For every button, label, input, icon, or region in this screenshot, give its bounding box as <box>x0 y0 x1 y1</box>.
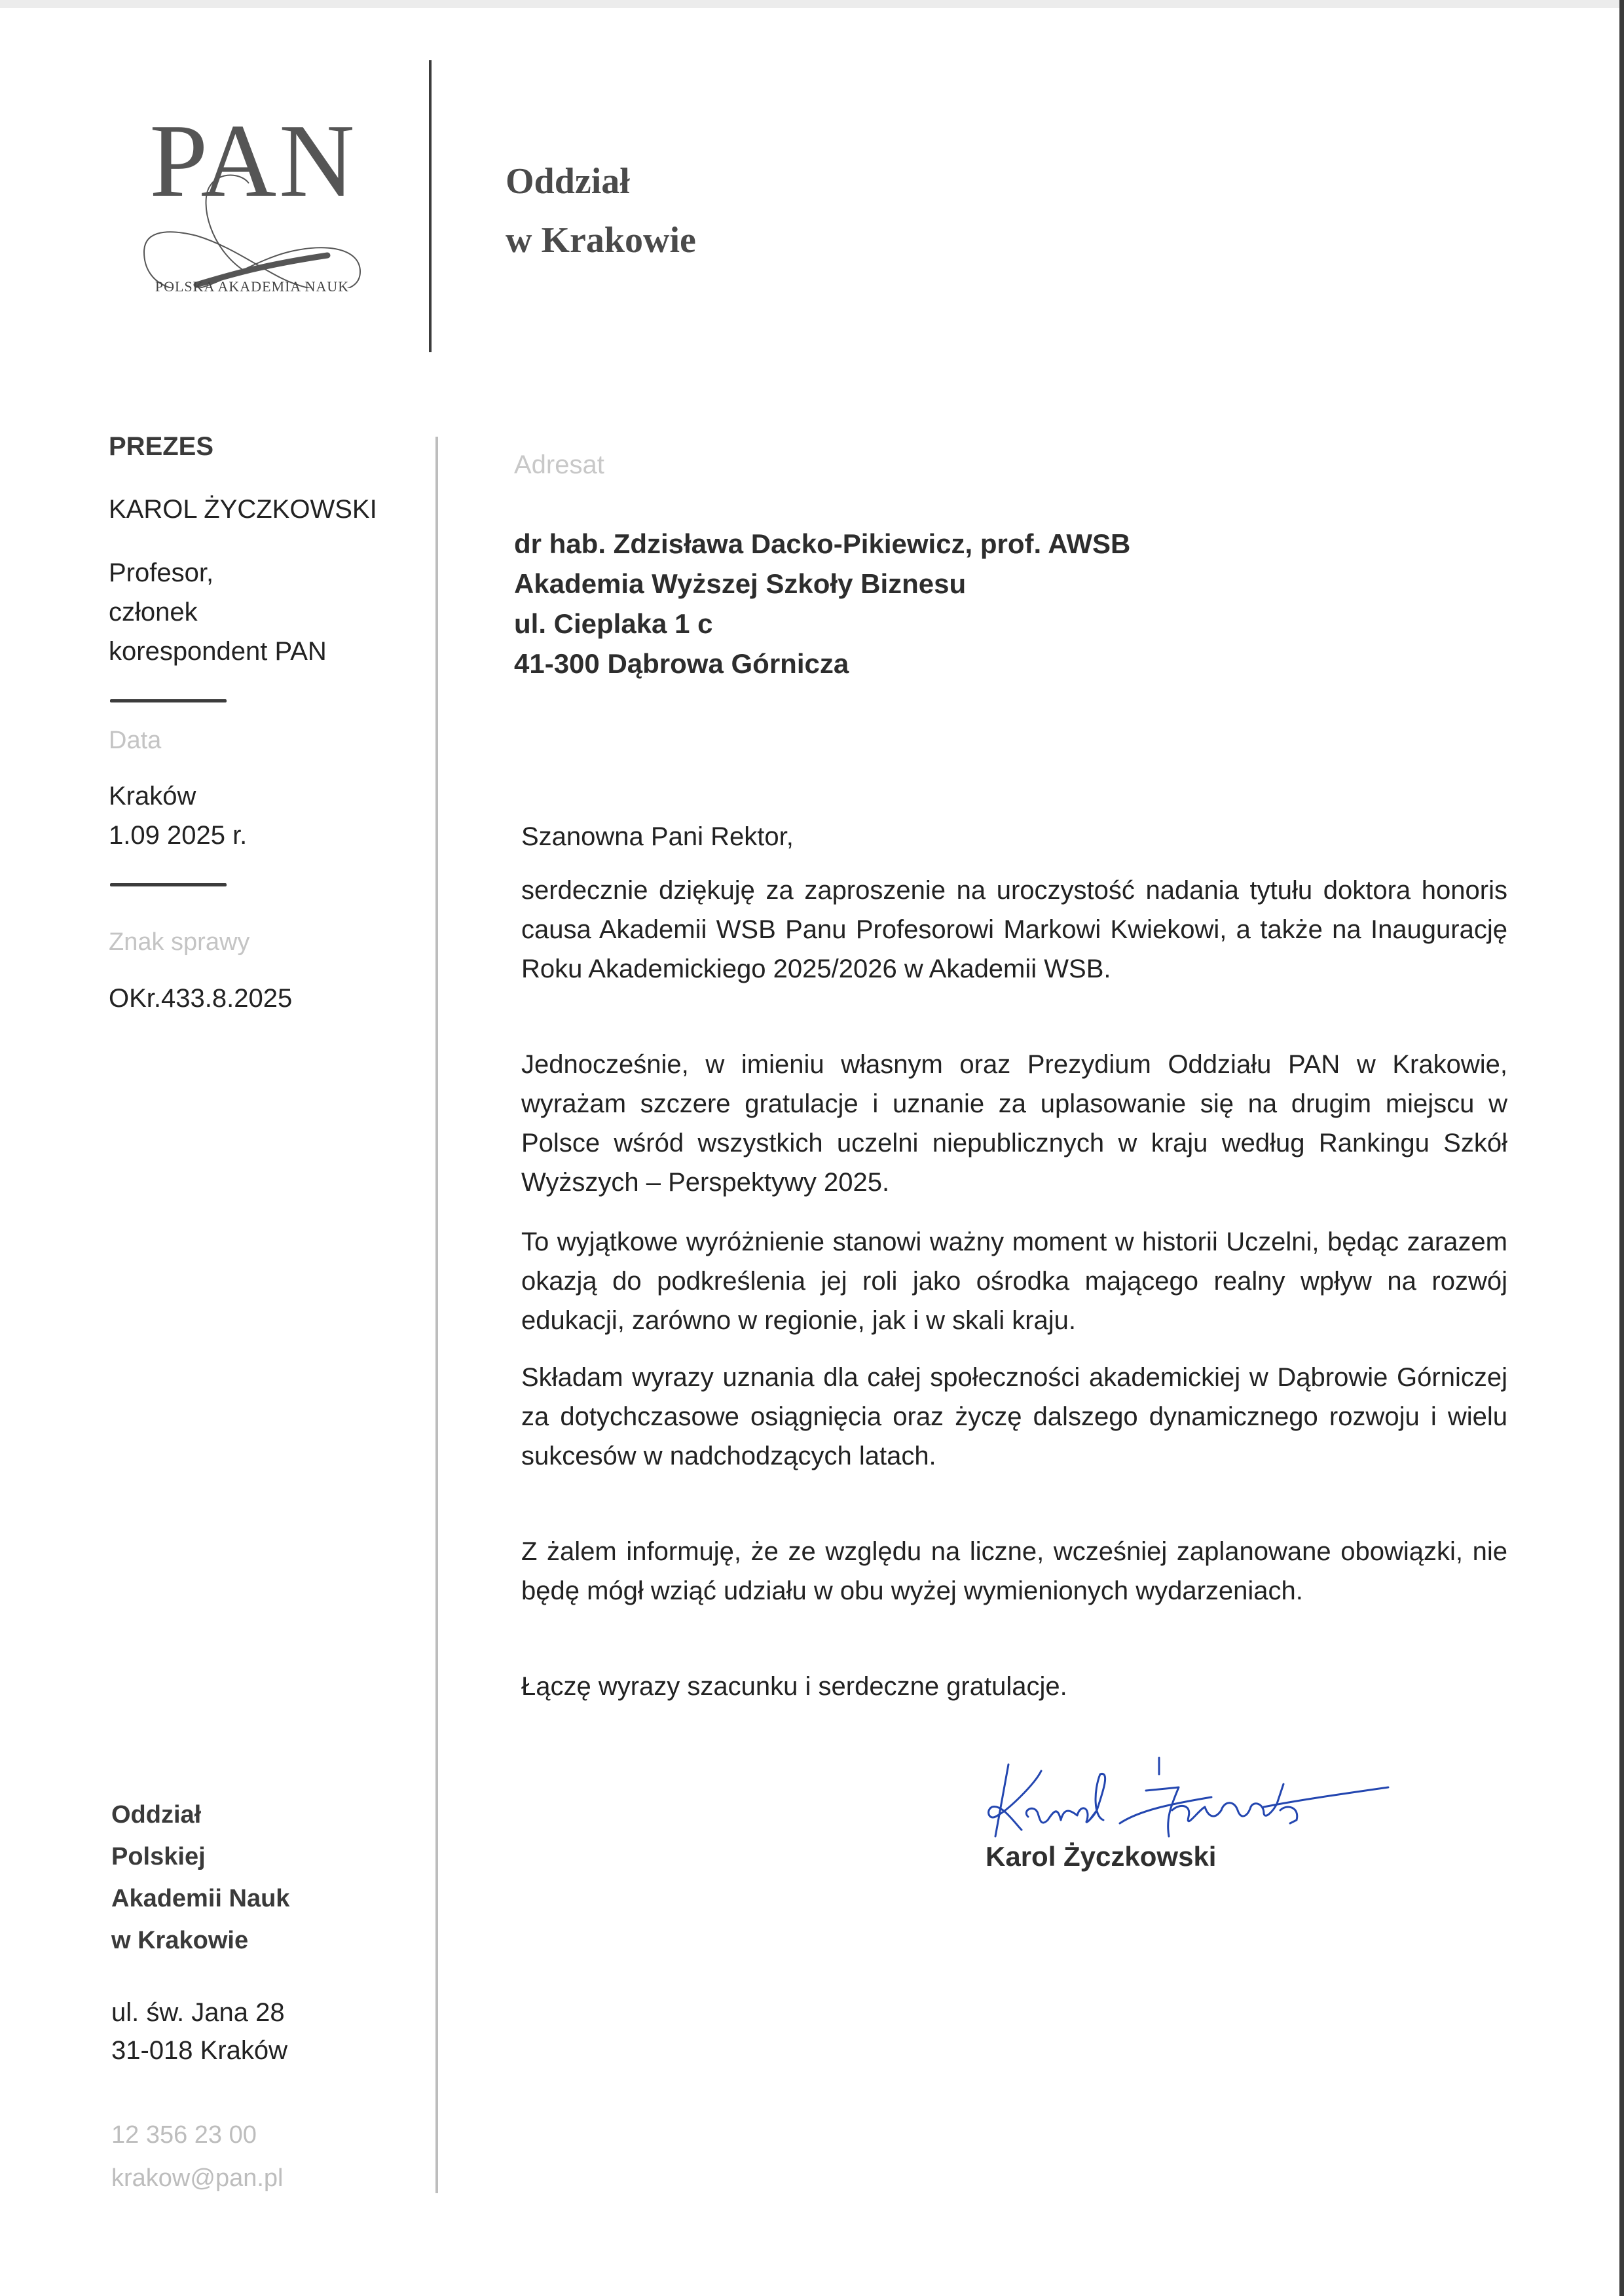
footer-address-line: 31-018 Kraków <box>111 2036 288 2065</box>
footer-org-line: Polskiej <box>111 1843 206 1870</box>
paragraph <box>521 871 1507 989</box>
paragraph-text: Z żalem informuję, że ze względu na liczne, wcześniej zaplanowane obowiązki, nie będę mógł wziąć udziału w obu wyżej wymienionych wydarzeniach. <box>521 1537 1507 1605</box>
pan-logo <box>131 102 373 301</box>
signer-name: Karol Życzkowski <box>986 1841 1217 1872</box>
scan-artifact-strip <box>0 0 1624 8</box>
president-name: KAROL ŻYCZKOWSKI <box>109 495 377 524</box>
footer-address <box>111 1994 287 2069</box>
branch-title <box>506 152 696 270</box>
addressee-block <box>514 524 1130 683</box>
paragraph <box>521 1667 1507 1706</box>
date-label: Data <box>109 727 162 754</box>
scan-page-edge <box>1619 0 1624 2296</box>
sidebar-divider <box>110 883 227 886</box>
addressee-line: 41-300 Dąbrowa Górnicza <box>514 648 849 679</box>
sidebar-divider <box>110 699 227 702</box>
footer-org-line: w Krakowie <box>111 1927 249 1954</box>
salutation <box>521 817 1507 856</box>
column-divider <box>435 437 438 2193</box>
logo-mark: PAN <box>149 102 358 219</box>
paragraph-text: Łączę wyrazy szacunku i serdeczne gratulacje. <box>521 1672 1067 1701</box>
branch-title-line1: Oddział <box>506 161 630 202</box>
case-label: Znak sprawy <box>109 928 250 956</box>
header-divider <box>429 60 432 352</box>
paragraph <box>521 1045 1507 1202</box>
title-line: Profesor, <box>109 558 214 587</box>
paragraph-text: Jednocześnie, w imieniu własnym oraz Prezydium Oddziału PAN w Krakowie, wyrażam szczere gratulacje i uznanie za uplasowanie się na drugim miejscu w Polsce wśród wszystkich uczelni niepublicznych w kraju według Rankingu Szkół Wyższych – Perspektywy 2025. <box>521 1050 1507 1197</box>
paragraph <box>521 1358 1507 1476</box>
title-line: korespondent PAN <box>109 637 327 666</box>
paragraph <box>521 1532 1507 1611</box>
paragraph <box>521 1222 1507 1340</box>
addressee-line: ul. Cieplaka 1 c <box>514 608 713 639</box>
footer-address-line: ul. św. Jana 28 <box>111 1998 285 2027</box>
footer-phone: 12 356 23 00 <box>111 2121 257 2149</box>
addressee-line: Akademia Wyższej Szkoły Biznesu <box>514 568 967 599</box>
paragraph-text: Składam wyrazy uznania dla całej społeczności akademickiej w Dąbrowie Górniczej za dotychczasowe osiągnięcia oraz życzę dalszego dynamicznego rozwoju i wielu sukcesów w nadchodzących latach. <box>521 1363 1507 1470</box>
date-place: Kraków <box>109 782 196 811</box>
paragraph-text: serdecznie dziękuję za zaproszenie na uroczystość nadania tytułu doktora honoris causa Akademii WSB Panu Profesorowi Markowi Kwiekowi, a także na Inaugurację Roku Akademickiego 2025/2026 w Akademii WSB. <box>521 876 1507 983</box>
date-value: 1.09 2025 r. <box>109 821 248 850</box>
role-label: PREZES <box>109 432 214 461</box>
addressee-label: Adresat <box>514 450 604 479</box>
salutation-text: Szanowna Pani Rektor, <box>521 822 794 851</box>
footer-email[interactable]: krakow@pan.pl <box>111 2164 284 2192</box>
infinity-swirl-icon <box>131 157 373 288</box>
logo-subtitle: POLSKA AKADEMIA NAUK <box>155 278 350 295</box>
branch-title-line2: w Krakowie <box>506 220 696 261</box>
addressee-line: dr hab. Zdzisława Dacko-Pikiewicz, prof. AWSB <box>514 528 1131 559</box>
handwritten-signature-icon <box>982 1738 1401 1843</box>
case-number: OKr.433.8.2025 <box>109 984 293 1013</box>
footer-contact <box>111 2113 283 2200</box>
date-block <box>109 776 397 855</box>
footer-org-line: Oddział <box>111 1801 202 1829</box>
footer-org-line: Akademii Nauk <box>111 1885 290 1912</box>
title-line: członek <box>109 598 198 627</box>
president-title <box>109 553 397 671</box>
footer-organization <box>111 1794 289 1961</box>
paragraph-text: To wyjątkowe wyróżnienie stanowi ważny moment w historii Uczelni, będąc zarazem okazją do podkreślenia jej roli jako ośrodka mającego realny wpływ na rozwój edukacji, zarówno w regionie, jak i w skali kraju. <box>521 1228 1507 1335</box>
